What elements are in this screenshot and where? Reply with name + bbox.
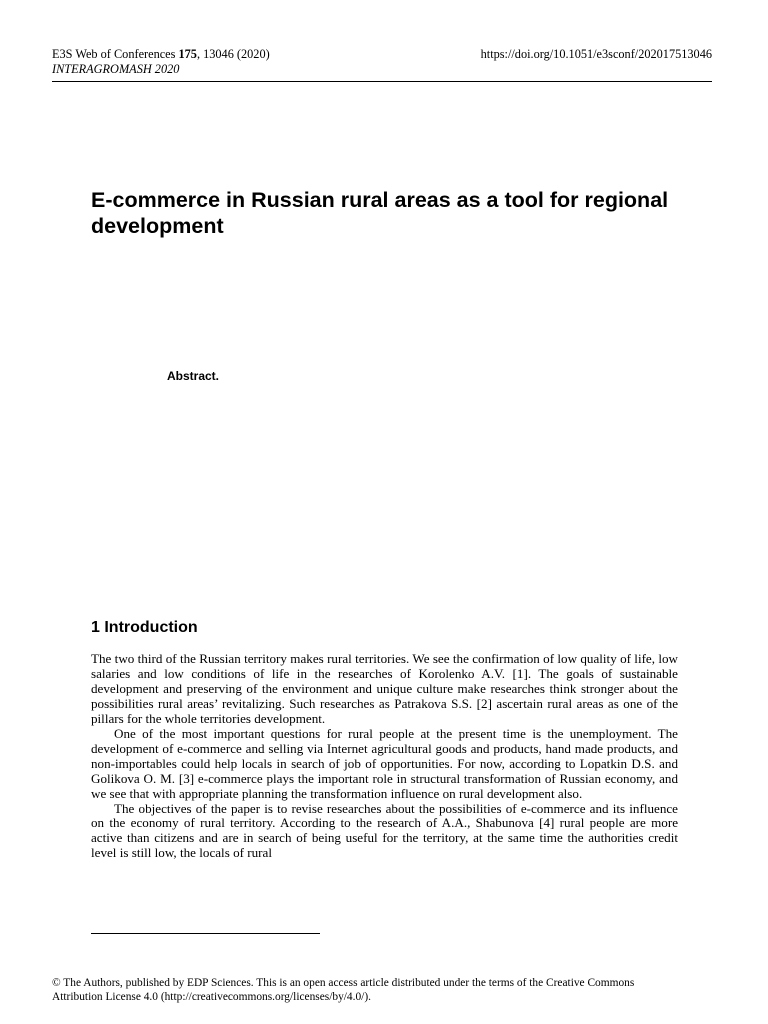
footnote-divider	[91, 933, 320, 934]
paper-title: E-commerce in Russian rural areas as a tool for regional development	[91, 188, 669, 238]
journal-name: E3S Web of Conferences	[52, 47, 179, 61]
license-footer	[52, 976, 712, 1004]
paragraph: The two third of the Russian territory makes rural territories. We see the confirmation of low quality of life, low salaries and low conditions of life in the researches of Korolenko A.V. [1]. The goals of sustainable development and preserving of the environment and unique culture make researches think stronger about the possibilities rural areas’ revitalizing. Such researches as Patrakova S.S. [2] ascertain rural areas as one of the pillars for the whole territories development.	[91, 651, 678, 726]
section-heading-introduction: 1 Introduction	[91, 619, 198, 636]
article-number: , 13046 (2020)	[196, 47, 270, 61]
paragraph: The objectives of the paper is to revise researches about the possibilities of e-commerce and its influence on the economy of rural territory. According to the research of A.A., Shabunova [4] rural people are more active than citizens and are in search of being useful for the territory, at the same time the authorities credit level is still low, the locals of rural	[91, 800, 678, 861]
doi-link[interactable]: https://doi.org/10.1051/e3sconf/202017513046	[480, 47, 712, 61]
paragraph: One of the most important questions for rural people at the present time is the unemployment. The development of e-commerce and selling via Internet agricultural goods and products, hand made products, and non-importables could help locals in search of job of opportunities. For now, according to Lopatkin D.S. and Golikova O. M. [3] e-commerce plays the important role in structural transformation of Russian economy, and we see that with appropriate planning the transformation influence on rural development also.	[91, 725, 678, 801]
license-text: © The Authors, published by EDP Sciences. This is an open access article distributed under the terms of the Creative Commons	[52, 977, 635, 989]
running-header	[52, 47, 712, 77]
abstract-label: Abstract.	[167, 369, 220, 383]
conference-name: INTERAGROMASH 2020	[52, 62, 180, 76]
introduction-body	[91, 652, 678, 861]
volume-number: 175	[178, 47, 197, 61]
journal-citation	[52, 47, 270, 62]
header-divider	[52, 81, 712, 82]
license-link-text[interactable]: Attribution License 4.0 (http://creativecommons.org/licenses/by/4.0/).	[52, 991, 371, 1003]
